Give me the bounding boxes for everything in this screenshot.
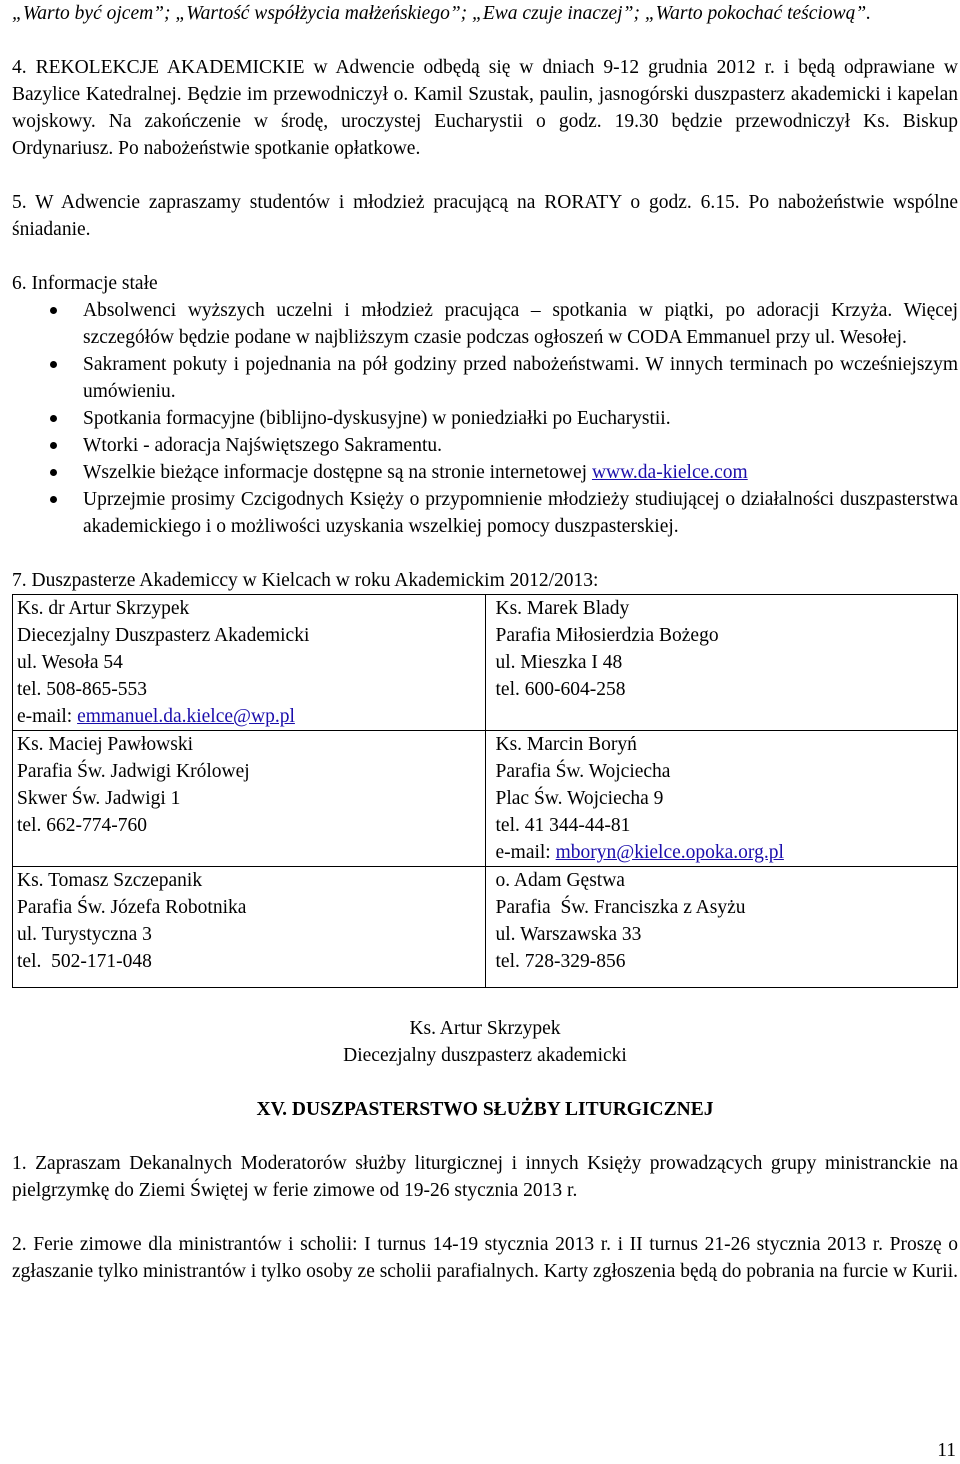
contact-address: Skwer Św. Jadwigi 1	[17, 788, 181, 809]
intro-italic-titles: „Warto być ojcem”; „Wartość współżycia małżeńskiego”; „Ewa czuje inaczej”; „Warto pokochać teściową”.	[12, 3, 872, 24]
signature-role: Diecezjalny duszpasterz akademicki	[343, 1045, 627, 1066]
contact-address: ul. Wesoła 54	[17, 652, 123, 673]
contact-email-line: e-mail: mboryn@kielce.opoka.org.pl	[495, 842, 784, 863]
bullet-icon	[50, 415, 57, 422]
page-number: 11	[937, 1440, 956, 1461]
contact-phone: tel. 728-329-856	[495, 951, 626, 972]
contact-phone: tel. 41 344-44-81	[495, 815, 631, 836]
email-link[interactable]: mboryn@kielce.opoka.org.pl	[555, 842, 784, 863]
section-4-retreat: 4. REKOLEKCJE AKADEMICKIE w Adwencie odbędą się w dniach 9-12 grudnia 2012 r. i będą odprawiane w Bazylice Katedralnej. Będzie im przewodniczył o. Kamil Szustak, paulin, jasnogórski duszpasterz akademicki i kapelan wojskowy. Na zakończenie w środę, uroczystej Eucharystii o godz. 19.30 będzie przewodniczył Ks. Biskup Ordynariusz. Po nabożeństwie spotkanie opłatkowe.	[12, 57, 958, 159]
chaplains-table	[12, 594, 958, 988]
list-item: Absolwenci wyższych uczelni i młodzież pracująca – spotkania w piątki, po adoracji Krzyża. Więcej szczegółów będzie podane w najbliższym czasie podczas ogłoszeń w CODA Emmanuel przy ul. Wesołej.	[12, 297, 958, 351]
contact-address: ul. Mieszka I 48	[495, 652, 623, 673]
contact-parish: Parafia Św. Jadwigi Królowej	[17, 761, 250, 782]
xv-item-2: 2. Ferie zimowe dla ministrantów i scholii: I turnus 14-19 stycznia 2013 r. i II turnus 21-26 stycznia 2013 r. Proszę o zgłaszanie tylko ministrantów i tylko osoby ze scholii parafialnych. Karty zgłoszenia będą do pobrania na furcie w Kurii.	[12, 1234, 958, 1282]
list-item: Spotkania formacyjne (biblijno-dyskusyjne) w poniedziałki po Eucharystii.	[12, 405, 958, 432]
contact-role: Diecezjalny Duszpasterz Akademicki	[17, 625, 310, 646]
contact-parish: Parafia Św. Wojciecha	[495, 761, 671, 782]
section-6-list	[12, 297, 958, 540]
contact-cell	[485, 867, 958, 988]
bullet-icon	[50, 361, 57, 368]
contact-name: Ks. Maciej Pawłowski	[17, 734, 194, 755]
list-item: Sakrament pokuty i pojednania na pół godziny przed nabożeństwami. W innych terminach po wcześniejszym umówieniu.	[12, 351, 958, 405]
list-item: Uprzejmie prosimy Czcigodnych Księży o przypomnienie młodzieży studiującej o działalności duszpasterstwa akademickiego i o możliwości uzyskania wszelkiej pomocy duszpasterskiej.	[12, 486, 958, 540]
contact-name: Ks. dr Artur Skrzypek	[17, 598, 190, 619]
bullet-icon	[50, 496, 57, 503]
contact-address: ul. Warszawska 33	[495, 924, 642, 945]
bullet-icon	[50, 307, 57, 314]
table-row	[13, 731, 958, 867]
contact-cell	[485, 595, 958, 731]
contact-cell	[485, 731, 958, 867]
bullet-icon	[50, 469, 57, 476]
section-6-title: 6. Informacje stałe	[12, 273, 158, 294]
contact-name: Ks. Marcin Boryń	[495, 734, 637, 755]
contact-phone: tel. 502-171-048	[17, 951, 152, 972]
section-xv-heading: XV. DUSZPASTERSTWO SŁUŻBY LITURGICZNEJ	[256, 1099, 714, 1120]
website-link[interactable]: www.da-kielce.com	[591, 462, 748, 483]
contact-cell	[13, 867, 486, 988]
contact-cell	[13, 731, 486, 867]
xv-item-1: 1. Zapraszam Dekanalnych Moderatorów służby liturgicznej i innych Księży prowadzących grupy ministranckie na pielgrzymkę do Ziemi Świętej w ferie zimowe od 19-26 stycznia 2013 r.	[12, 1153, 958, 1201]
bullet-icon	[50, 442, 57, 449]
contact-cell	[13, 595, 486, 731]
document-page	[12, 0, 958, 1285]
contact-parish: Parafia Św. Józefa Robotnika	[17, 897, 247, 918]
contact-name: Ks. Marek Blady	[495, 598, 630, 619]
list-item: Wszelkie bieżące informacje dostępne są na stronie internetowej www.da-kielce.com	[12, 459, 958, 486]
contact-phone: tel. 600-604-258	[495, 679, 626, 700]
contact-address: ul. Turystyczna 3	[17, 924, 152, 945]
contact-name: Ks. Tomasz Szczepanik	[17, 870, 203, 891]
contact-phone: tel. 508-865-553	[17, 679, 147, 700]
contact-email-line: e-mail: emmanuel.da.kielce@wp.pl	[17, 706, 295, 727]
signature-block	[12, 1015, 958, 1069]
table-row	[13, 867, 958, 988]
section-5-roraty: 5. W Adwencie zapraszamy studentów i młodzież pracującą na RORATY o godz. 6.15. Po nabożeństwie wspólne śniadanie.	[12, 192, 958, 240]
list-item: Wtorki - adoracja Najświętszego Sakramentu.	[12, 432, 958, 459]
contact-phone: tel. 662-774-760	[17, 815, 147, 836]
table-row	[13, 595, 958, 731]
section-7-title: 7. Duszpasterze Akademiccy w Kielcach w roku Akademickim 2012/2013:	[12, 570, 599, 591]
contact-parish: Parafia Św. Franciszka z Asyżu	[495, 897, 746, 918]
contact-name: o. Adam Gęstwa	[495, 870, 625, 891]
contact-parish: Parafia Miłosierdzia Bożego	[495, 625, 719, 646]
contact-address: Plac Św. Wojciecha 9	[495, 788, 664, 809]
signature-name: Ks. Artur Skrzypek	[409, 1018, 561, 1039]
email-link[interactable]: emmanuel.da.kielce@wp.pl	[77, 706, 295, 727]
